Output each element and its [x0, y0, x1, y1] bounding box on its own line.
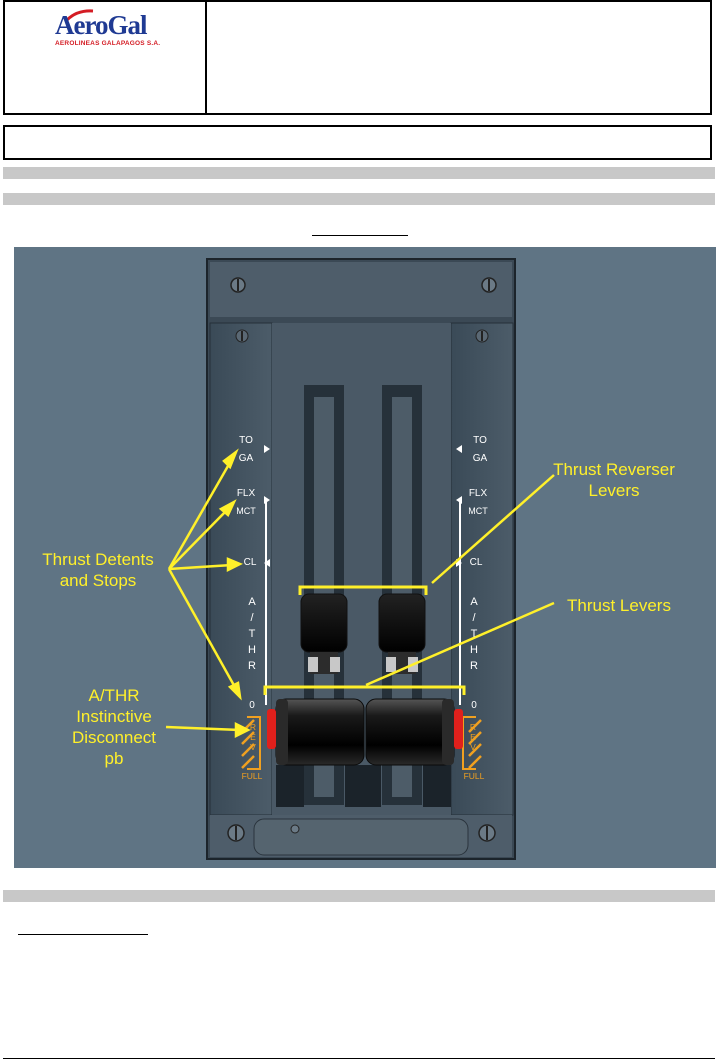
- scale-right-athr: A / T H R: [470, 596, 478, 672]
- label-thrust-levers: Thrust Levers: [567, 596, 671, 615]
- title-row: [3, 125, 712, 160]
- scale-left-full: FULL: [241, 771, 263, 781]
- scale-right-ga: GA: [472, 453, 488, 464]
- scale-right-to: TO: [473, 435, 487, 446]
- section-band-1: [3, 167, 715, 179]
- section-band-2: [3, 193, 715, 205]
- scale-left-mct: MCT: [236, 506, 256, 516]
- scale-left-rev: R E V: [249, 722, 257, 752]
- scale-left-zero: 0: [249, 700, 255, 711]
- aerogal-logo: [55, 8, 170, 50]
- figure-caption-underline: [312, 235, 408, 236]
- label-thrust-reverser: Thrust Reverser Levers: [553, 460, 675, 500]
- subsection-underline: [18, 934, 148, 935]
- footer-rule: [3, 1058, 715, 1059]
- logo-subtext: AEROLINEAS GALAPAGOS S.A.: [55, 40, 161, 47]
- scale-left-ga: GA: [238, 453, 254, 464]
- logo-wordmark: AeroGal: [55, 10, 147, 40]
- scale-right-mct: MCT: [468, 506, 488, 516]
- scale-left-to: TO: [239, 435, 253, 446]
- scale-left-cl: CL: [243, 557, 257, 568]
- thrust-lever-illustration: [14, 247, 716, 868]
- label-athr-pb: A/THR Instinctive Disconnect pb: [71, 686, 157, 768]
- label-thrust-detents: Thrust Detents and Stops: [42, 550, 154, 590]
- scale-left-athr: A / T H R: [248, 596, 256, 672]
- scale-right-flx: FLX: [468, 488, 488, 499]
- scale-right-rev: R E V: [469, 722, 477, 752]
- scale-right-zero: 0: [471, 700, 477, 711]
- scale-right-full: FULL: [463, 771, 485, 781]
- scale-left-flx: FLX: [236, 488, 256, 499]
- section-band-3: [3, 890, 715, 902]
- scale-right-cl: CL: [469, 557, 483, 568]
- header-divider: [205, 0, 207, 115]
